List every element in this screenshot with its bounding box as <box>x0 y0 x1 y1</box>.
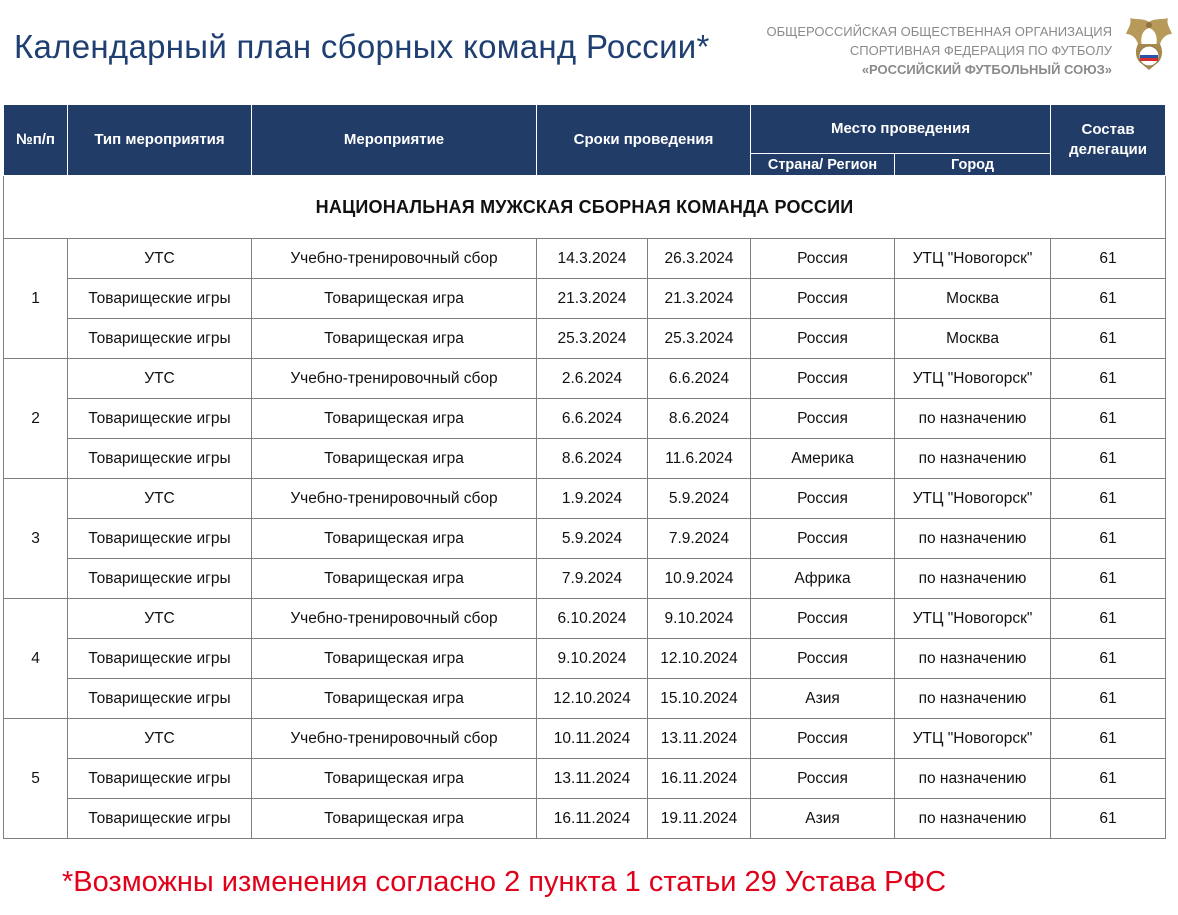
cell-type: Товарищеские игры <box>68 679 252 719</box>
cell-end: 6.6.2024 <box>648 359 751 399</box>
cell-type: УТС <box>68 239 252 279</box>
table-row <box>4 359 1166 399</box>
cell-delegation: 61 <box>1051 519 1166 559</box>
cell-end: 25.3.2024 <box>648 319 751 359</box>
cell-city: Москва <box>895 279 1051 319</box>
cell-type: Товарищеские игры <box>68 799 252 839</box>
table-row <box>4 279 1166 319</box>
organization-name <box>766 22 1112 79</box>
cell-start: 25.3.2024 <box>537 319 648 359</box>
cell-event: Учебно-тренировочный сбор <box>252 359 537 399</box>
table-row <box>4 319 1166 359</box>
cell-city: по назначению <box>895 679 1051 719</box>
cell-city: УТЦ "Новогорск" <box>895 599 1051 639</box>
cell-start: 6.6.2024 <box>537 399 648 439</box>
table-row <box>4 799 1166 839</box>
cell-start: 14.3.2024 <box>537 239 648 279</box>
group-number: 2 <box>4 359 68 479</box>
page-title: Календарный план сборных команд России* <box>14 28 710 65</box>
cell-city: по назначению <box>895 399 1051 439</box>
cell-city: по назначению <box>895 559 1051 599</box>
table-row <box>4 239 1166 279</box>
cell-delegation: 61 <box>1051 479 1166 519</box>
table-row <box>4 599 1166 639</box>
table-row <box>4 559 1166 599</box>
cell-start: 13.11.2024 <box>537 759 648 799</box>
cell-country: Азия <box>751 679 895 719</box>
cell-country: Россия <box>751 239 895 279</box>
cell-event: Товарищеская игра <box>252 439 537 479</box>
cell-type: УТС <box>68 359 252 399</box>
cell-end: 21.3.2024 <box>648 279 751 319</box>
cell-event: Товарищеская игра <box>252 559 537 599</box>
cell-country: Россия <box>751 279 895 319</box>
cell-type: Товарищеские игры <box>68 399 252 439</box>
table-row <box>4 719 1166 759</box>
cell-type: УТС <box>68 719 252 759</box>
col-header-dates: Сроки проведения <box>537 105 751 176</box>
group-number: 1 <box>4 239 68 359</box>
org-line-1: ОБЩЕРОССИЙСКАЯ ОБЩЕСТВЕННАЯ ОРГАНИЗАЦИЯ <box>766 24 1112 39</box>
table-row <box>4 439 1166 479</box>
cell-event: Товарищеская игра <box>252 799 537 839</box>
cell-delegation: 61 <box>1051 239 1166 279</box>
cell-event: Товарищеская игра <box>252 639 537 679</box>
cell-end: 13.11.2024 <box>648 719 751 759</box>
table-row <box>4 639 1166 679</box>
cell-type: УТС <box>68 599 252 639</box>
cell-start: 1.9.2024 <box>537 479 648 519</box>
cell-city: по назначению <box>895 799 1051 839</box>
cell-country: Азия <box>751 799 895 839</box>
cell-start: 6.10.2024 <box>537 599 648 639</box>
group-number: 3 <box>4 479 68 599</box>
cell-end: 19.11.2024 <box>648 799 751 839</box>
cell-delegation: 61 <box>1051 679 1166 719</box>
cell-delegation: 61 <box>1051 559 1166 599</box>
cell-country: Россия <box>751 399 895 439</box>
table-row <box>4 759 1166 799</box>
col-header-type: Тип мероприятия <box>68 105 252 176</box>
cell-city: УТЦ "Новогорск" <box>895 239 1051 279</box>
cell-end: 9.10.2024 <box>648 599 751 639</box>
cell-city: УТЦ "Новогорск" <box>895 359 1051 399</box>
cell-start: 5.9.2024 <box>537 519 648 559</box>
cell-end: 10.9.2024 <box>648 559 751 599</box>
cell-city: Москва <box>895 319 1051 359</box>
cell-start: 10.11.2024 <box>537 719 648 759</box>
cell-start: 2.6.2024 <box>537 359 648 399</box>
table-row <box>4 479 1166 519</box>
col-header-event: Мероприятие <box>252 105 537 176</box>
cell-type: Товарищеские игры <box>68 759 252 799</box>
cell-city: по назначению <box>895 519 1051 559</box>
cell-event: Товарищеская игра <box>252 759 537 799</box>
schedule-table <box>3 104 1166 839</box>
col-header-num: №п/п <box>4 105 68 176</box>
cell-city: по назначению <box>895 759 1051 799</box>
cell-start: 12.10.2024 <box>537 679 648 719</box>
cell-end: 8.6.2024 <box>648 399 751 439</box>
cell-delegation: 61 <box>1051 279 1166 319</box>
cell-start: 9.10.2024 <box>537 639 648 679</box>
cell-city: УТЦ "Новогорск" <box>895 719 1051 759</box>
cell-end: 16.11.2024 <box>648 759 751 799</box>
cell-event: Товарищеская игра <box>252 519 537 559</box>
cell-type: УТС <box>68 479 252 519</box>
cell-event: Товарищеская игра <box>252 679 537 719</box>
cell-start: 7.9.2024 <box>537 559 648 599</box>
cell-end: 11.6.2024 <box>648 439 751 479</box>
cell-country: Россия <box>751 639 895 679</box>
table-row <box>4 519 1166 559</box>
cell-delegation: 61 <box>1051 759 1166 799</box>
group-number: 4 <box>4 599 68 719</box>
cell-event: Учебно-тренировочный сбор <box>252 479 537 519</box>
cell-event: Учебно-тренировочный сбор <box>252 239 537 279</box>
cell-delegation: 61 <box>1051 439 1166 479</box>
cell-start: 8.6.2024 <box>537 439 648 479</box>
cell-event: Товарищеская игра <box>252 319 537 359</box>
cell-type: Товарищеские игры <box>68 519 252 559</box>
cell-end: 26.3.2024 <box>648 239 751 279</box>
cell-type: Товарищеские игры <box>68 319 252 359</box>
section-title: НАЦИОНАЛЬНАЯ МУЖСКАЯ СБОРНАЯ КОМАНДА РОССИИ <box>4 176 1166 239</box>
cell-country: Россия <box>751 359 895 399</box>
org-line-2: СПОРТИВНАЯ ФЕДЕРАЦИЯ ПО ФУТБОЛУ <box>849 43 1112 58</box>
col-header-country: Страна/ Регион <box>751 154 895 176</box>
cell-type: Товарищеские игры <box>68 279 252 319</box>
cell-end: 15.10.2024 <box>648 679 751 719</box>
cell-event: Товарищеская игра <box>252 399 537 439</box>
cell-type: Товарищеские игры <box>68 439 252 479</box>
col-header-place: Место проведения <box>751 105 1051 154</box>
cell-end: 7.9.2024 <box>648 519 751 559</box>
cell-delegation: 61 <box>1051 359 1166 399</box>
cell-country: Россия <box>751 599 895 639</box>
cell-end: 12.10.2024 <box>648 639 751 679</box>
footnote: *Возможны изменения согласно 2 пункта 1 статьи 29 Устава РФС <box>62 866 947 898</box>
cell-city: по назначению <box>895 439 1051 479</box>
cell-country: Африка <box>751 559 895 599</box>
cell-start: 21.3.2024 <box>537 279 648 319</box>
cell-end: 5.9.2024 <box>648 479 751 519</box>
cell-delegation: 61 <box>1051 799 1166 839</box>
cell-event: Учебно-тренировочный сбор <box>252 719 537 759</box>
group-number: 5 <box>4 719 68 839</box>
cell-country: Россия <box>751 479 895 519</box>
cell-country: Россия <box>751 519 895 559</box>
cell-delegation: 61 <box>1051 719 1166 759</box>
cell-country: Америка <box>751 439 895 479</box>
cell-delegation: 61 <box>1051 599 1166 639</box>
cell-city: УТЦ "Новогорск" <box>895 479 1051 519</box>
cell-country: Россия <box>751 719 895 759</box>
cell-delegation: 61 <box>1051 399 1166 439</box>
cell-type: Товарищеские игры <box>68 639 252 679</box>
org-line-3: «РОССИЙСКИЙ ФУТБОЛЬНЫЙ СОЮЗ» <box>861 62 1112 77</box>
cell-city: по назначению <box>895 639 1051 679</box>
cell-type: Товарищеские игры <box>68 559 252 599</box>
cell-event: Учебно-тренировочный сбор <box>252 599 537 639</box>
rfs-eagle-emblem-icon <box>1124 16 1174 78</box>
table-row <box>4 679 1166 719</box>
col-header-city: Город <box>895 154 1051 176</box>
cell-country: Россия <box>751 319 895 359</box>
cell-delegation: 61 <box>1051 319 1166 359</box>
col-header-delegation: Состав делегации <box>1051 105 1166 176</box>
cell-event: Товарищеская игра <box>252 279 537 319</box>
cell-country: Россия <box>751 759 895 799</box>
cell-delegation: 61 <box>1051 639 1166 679</box>
cell-start: 16.11.2024 <box>537 799 648 839</box>
table-row <box>4 399 1166 439</box>
